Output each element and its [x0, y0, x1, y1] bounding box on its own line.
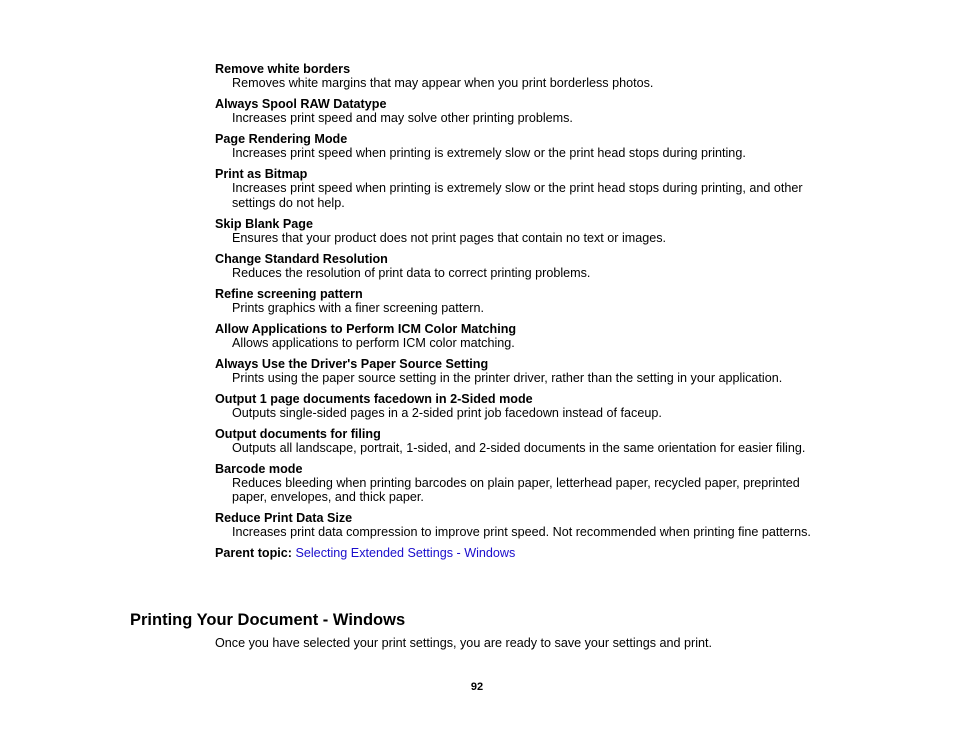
setting-item: [215, 511, 815, 540]
setting-description: Reduces the resolution of print data to correct printing problems.: [232, 265, 591, 280]
setting-term: Remove white borders: [215, 62, 351, 76]
setting-item: [215, 392, 815, 421]
setting-item: [215, 132, 815, 161]
setting-term: Refine screening pattern: [215, 286, 363, 301]
setting-term: Skip Blank Page: [215, 216, 313, 231]
setting-description: Increases print speed when printing is extremely slow or the print head stops during printing.: [232, 146, 746, 160]
settings-list: [215, 62, 815, 560]
setting-term: Always Spool RAW Datatype: [215, 97, 387, 111]
parent-topic: [215, 546, 815, 560]
setting-term: Allow Applications to Perform ICM Color Matching: [215, 321, 517, 336]
parent-topic-link[interactable]: Selecting Extended Settings - Windows: [295, 546, 516, 560]
page-number: 92: [470, 681, 484, 693]
setting-description: Increases print data compression to improve print speed. Not recommended when printing fine patterns.: [232, 525, 811, 539]
setting-term: Change Standard Resolution: [215, 251, 388, 266]
setting-description: Outputs all landscape, portrait, 1-sided, and 2-sided documents in the same orientation for easier filing.: [232, 440, 806, 455]
section-body: Once you have selected your print settings, you are ready to save your settings and print.: [215, 636, 713, 650]
setting-term: Output 1 page documents facedown in 2-Sided mode: [215, 391, 533, 406]
setting-item: [215, 62, 815, 91]
setting-item: [215, 287, 815, 316]
setting-term: Output documents for filing: [215, 426, 381, 441]
setting-description: Increases print speed when printing is extremely slow or the print head stops during printing, and other settings do not help.: [232, 181, 803, 210]
parent-topic-label: Parent topic:: [215, 546, 292, 560]
setting-item: [215, 357, 815, 386]
setting-item: [215, 462, 815, 505]
setting-description: Allows applications to perform ICM color matching.: [232, 335, 515, 350]
setting-term: Always Use the Driver's Paper Source Setting: [215, 356, 489, 371]
setting-description: Removes white margins that may appear when you print borderless photos.: [232, 76, 654, 90]
setting-item: [215, 322, 815, 351]
section-heading: Printing Your Document - Windows: [130, 611, 406, 629]
setting-item: [215, 167, 815, 210]
setting-term: Page Rendering Mode: [215, 132, 348, 146]
setting-description: Reduces bleeding when printing barcodes on plain paper, letterhead paper, recycled paper, preprinted paper, envelopes, and thick paper.: [232, 475, 800, 504]
setting-description: Ensures that your product does not print pages that contain no text or images.: [232, 230, 667, 245]
setting-item: [215, 252, 815, 281]
setting-term: Barcode mode: [215, 461, 303, 476]
setting-description: Prints using the paper source setting in the printer driver, rather than the setting in your application.: [232, 370, 783, 385]
setting-description: Outputs single-sided pages in a 2-sided print job facedown instead of faceup.: [232, 405, 662, 420]
setting-item: [215, 427, 815, 456]
setting-item: [215, 217, 815, 246]
setting-description: Prints graphics with a finer screening pattern.: [232, 300, 484, 315]
setting-term: Reduce Print Data Size: [215, 511, 353, 525]
setting-item: [215, 97, 815, 126]
setting-description: Increases print speed and may solve other printing problems.: [232, 111, 573, 125]
setting-term: Print as Bitmap: [215, 167, 308, 181]
